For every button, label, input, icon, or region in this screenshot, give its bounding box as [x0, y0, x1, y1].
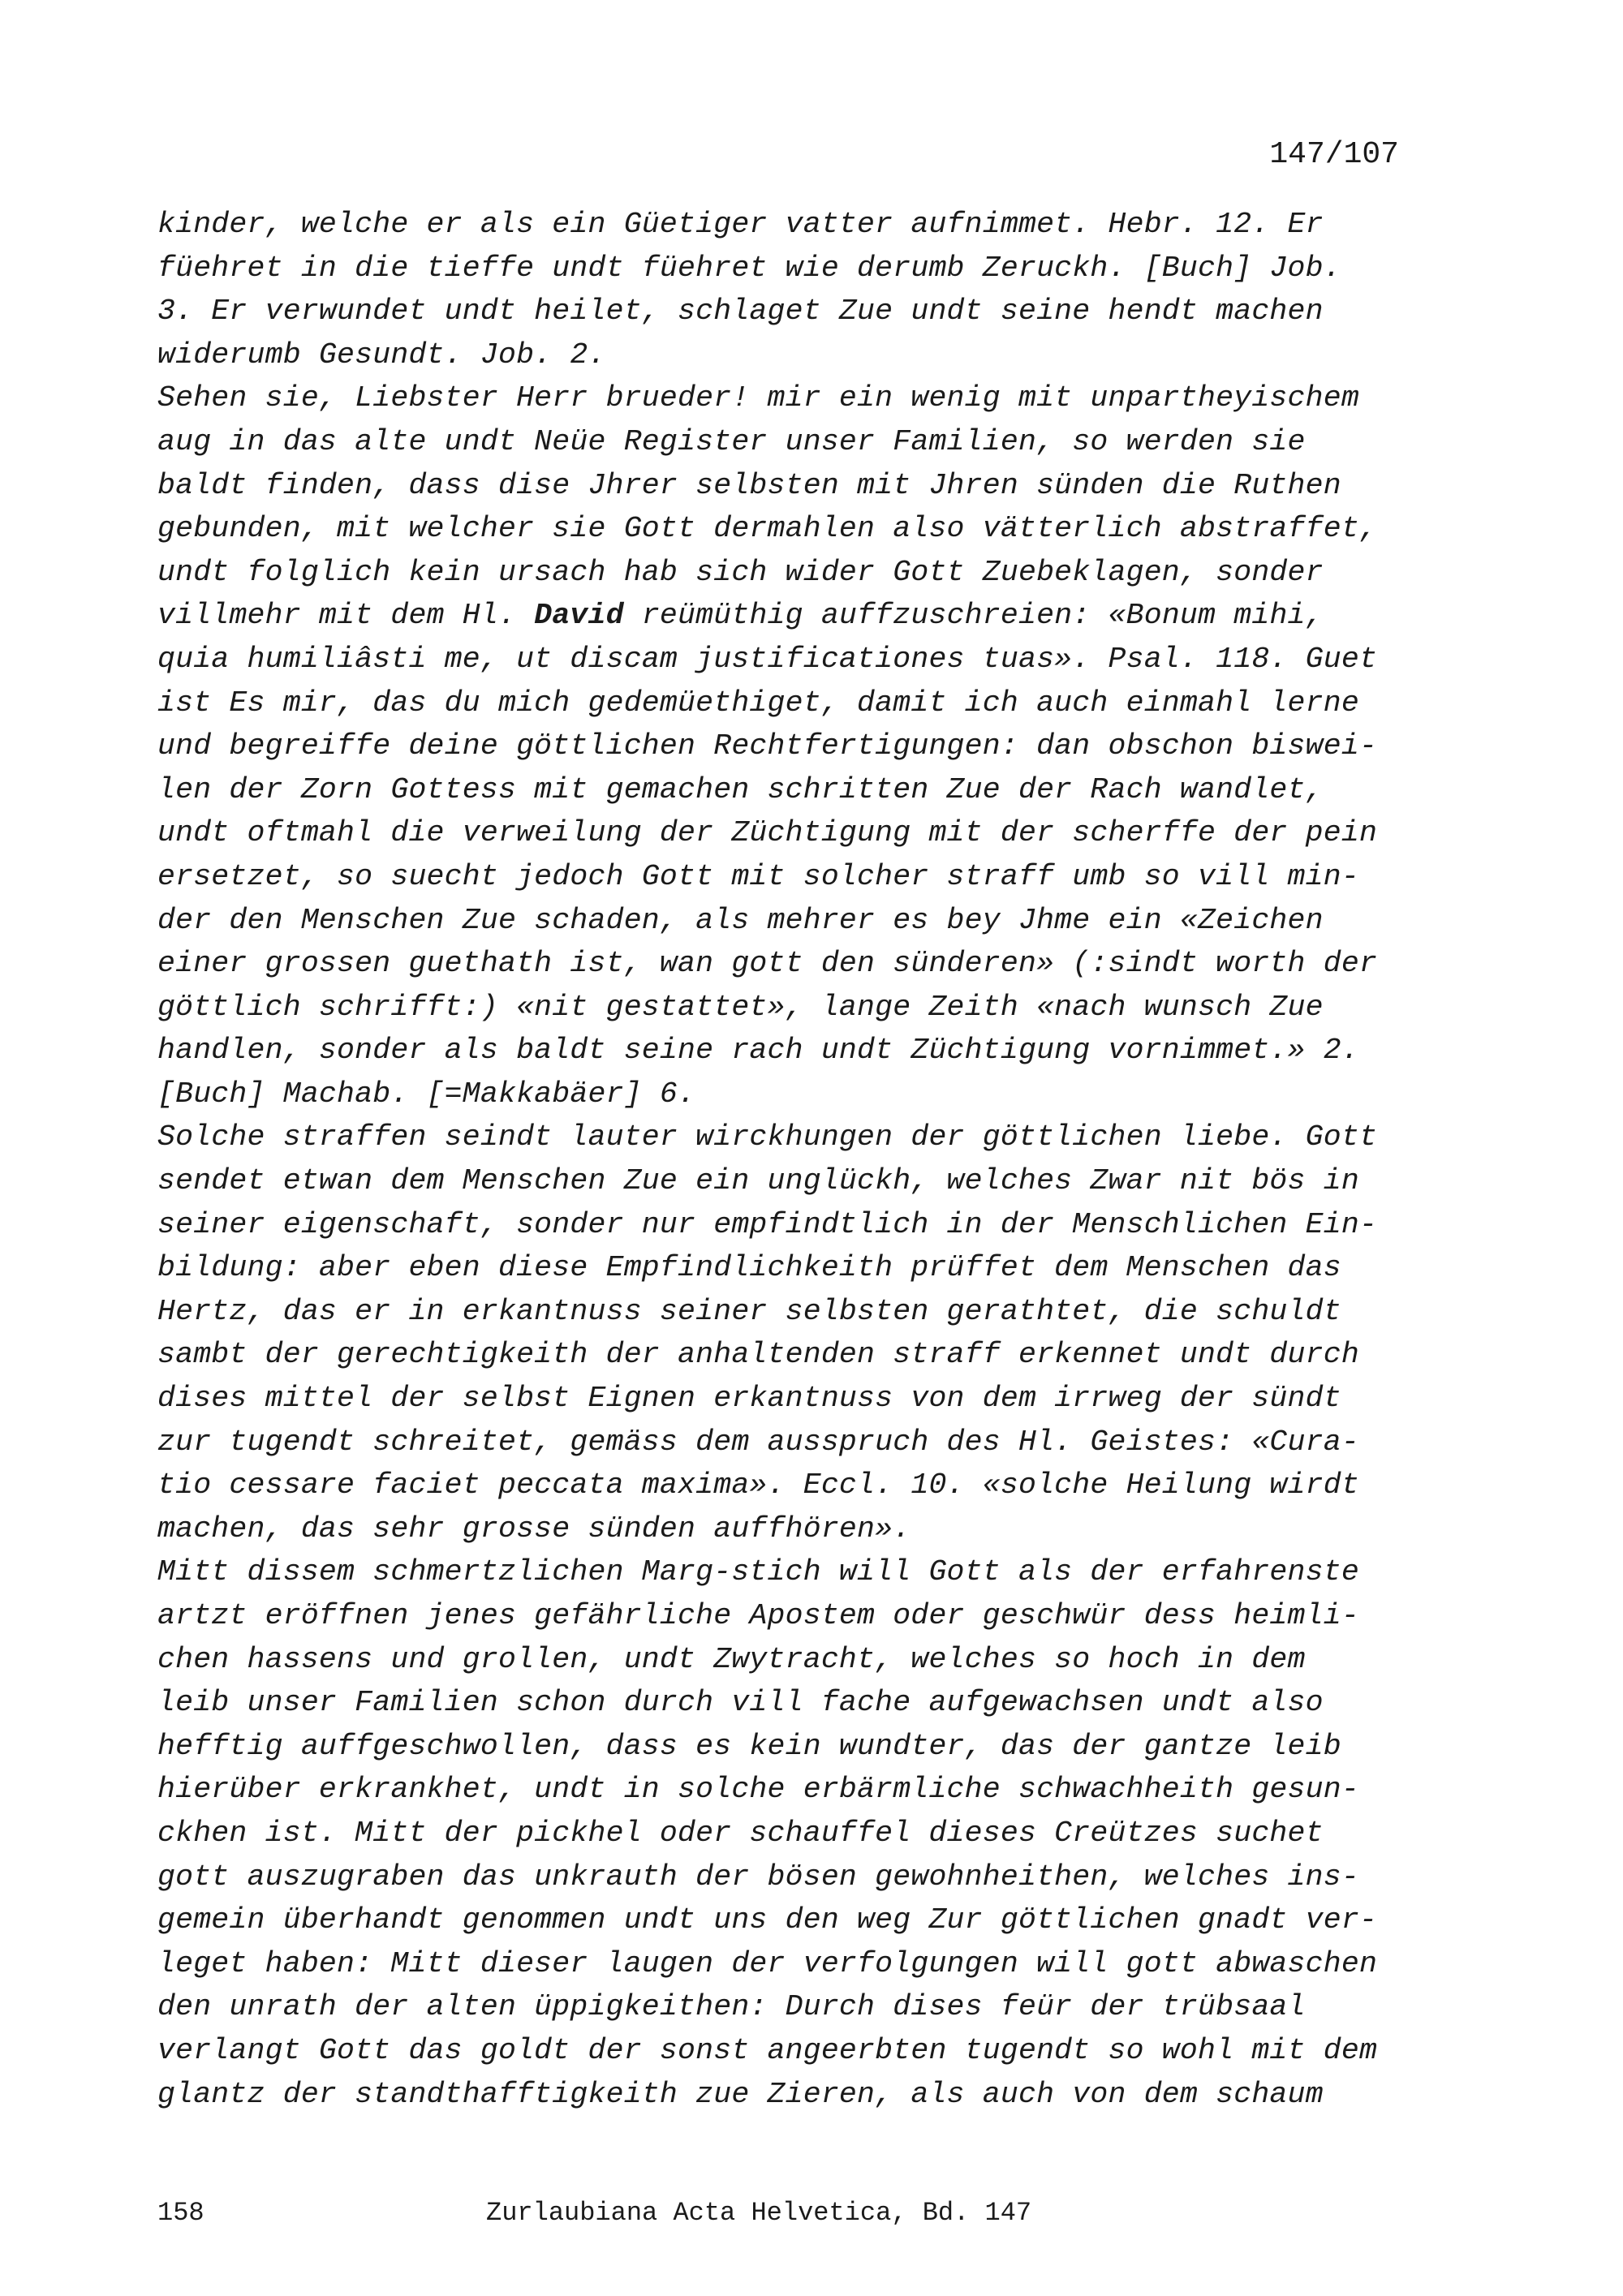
- text-line: den unrath der alten üppigkeithen: Durch dises feür der trübsaal: [157, 1990, 1306, 2024]
- text-line: chen hassens und grollen, undt Zwytracht, welches so hoch in dem: [157, 1642, 1306, 1676]
- text-line: ist Es mir, das du mich gedemüethiget, damit ich auch einmahl lerne: [157, 686, 1359, 720]
- text-line: gemein überhandt genommen undt uns den weg Zur göttlichen gnadt ver-: [157, 1903, 1378, 1937]
- text-line: ersetzet, so suecht jedoch Gott mit solcher straff umb so vill min-: [157, 859, 1359, 893]
- text-line: hefftig auffgeschwollen, dass es kein wundter, das der gantze leib: [157, 1729, 1341, 1763]
- text-line: ckhen ist. Mitt der pickhel oder schauffel dieses Creützes suchet: [157, 1816, 1324, 1850]
- text-line: bildung: aber eben diese Empfindlichkeith prüffet dem Menschen das: [157, 1251, 1341, 1285]
- text-line: tio cessare faciet peccata maxima». Eccl. 10. «solche Heilung wirdt: [157, 1468, 1359, 1503]
- text-segment: villmehr mit dem Hl.: [157, 599, 535, 633]
- text-line: einer grossen guethath ist, wan gott den sünderen» (:sindt worth der: [157, 947, 1378, 981]
- text-line: der den Menschen Zue schaden, als mehrer es bey Jhme ein «Zeichen: [157, 903, 1324, 937]
- text-line: Sehen sie, Liebster Herr brueder! mir ein wenig mit unpartheyischem: [157, 381, 1359, 415]
- text-line: kinder, welche er als ein Güetiger vatter aufnimmet. Hebr. 12. Er: [157, 208, 1324, 241]
- text-line: füehret in die tieffe undt füehret wie derumb Zeruckh. [Buch] Job.: [157, 251, 1341, 285]
- text-line: hierüber erkrankhet, undt in solche erbärmliche schwachheith gesun-: [157, 1773, 1359, 1807]
- text-line: [Buch] Machab. [=Makkabäer] 6.: [157, 1077, 696, 1111]
- text-line: undt oftmahl die verweilung der Züchtigung mit der scherffe der pein: [157, 816, 1378, 850]
- text-line: und begreiffe deine göttlichen Rechtfertigungen: dan obschon biswei-: [157, 729, 1378, 763]
- text-line: leget haben: Mitt dieser laugen der verfolgungen will gott abwaschen: [157, 1946, 1378, 1980]
- body-text: [157, 203, 1407, 2116]
- text-line: leib unser Familien schon durch vill fache aufgewachsen undt also: [157, 1686, 1324, 1720]
- text-line: verlangt Gott das goldt der sonst angeerbten tugendt so wohl mit dem: [157, 2033, 1378, 2067]
- text-line: aug in das alte undt Neüe Register unser Familien, so werden sie: [157, 424, 1306, 458]
- footer-publication-title: Zurlaubiana Acta Helvetica, Bd. 147: [486, 2198, 1032, 2228]
- text-line: dises mittel der selbst Eignen erkantnuss von dem irrweg der sündt: [157, 1382, 1341, 1416]
- page-number-top: 147/107: [1269, 137, 1399, 172]
- bold-name-david: David: [534, 599, 624, 633]
- text-line: handlen, sonder als baldt seine rach undt Züchtigung vornimmet.» 2.: [157, 1034, 1359, 1068]
- text-line: 3. Er verwundet undt heilet, schlaget Zue undt seine hendt machen: [157, 295, 1324, 329]
- text-line: len der Zorn Gottess mit gemachen schritten Zue der Rach wandlet,: [157, 772, 1324, 806]
- text-line: quia humiliâsti me, ut discam justificationes tuas». Psal. 118. Guet: [157, 642, 1378, 676]
- text-line: undt folglich kein ursach hab sich wider Gott Zuebeklagen, sonder: [157, 555, 1324, 589]
- text-line: sendet etwan dem Menschen Zue ein unglückh, welches Zwar nit bös in: [157, 1164, 1359, 1198]
- text-line: Hertz, das er in erkantnuss seiner selbsten gerathtet, die schuldt: [157, 1294, 1341, 1328]
- text-line: Mitt dissem schmertzlichen Marg-stich will Gott als der erfahrenste: [157, 1555, 1359, 1589]
- text-line-with-bold: [157, 594, 1407, 638]
- text-line: seiner eigenschaft, sonder nur empfindtlich in der Menschlichen Ein-: [157, 1207, 1378, 1241]
- text-line: baldt finden, dass dise Jhrer selbsten mit Jhren sünden die Ruthen: [157, 468, 1341, 502]
- text-line: göttlich schrifft:) «nit gestattet», lange Zeith «nach wunsch Zue: [157, 990, 1324, 1024]
- text-line: machen, das sehr grosse sünden auffhören».: [157, 1511, 911, 1546]
- text-line: gott auszugraben das unkrauth der bösen gewohnheithen, welches ins-: [157, 1860, 1359, 1894]
- text-line: widerumb Gesundt. Job. 2.: [157, 338, 606, 372]
- text-line: zur tugendt schreitet, gemäss dem ausspruch des Hl. Geistes: «Cura-: [157, 1425, 1359, 1459]
- text-line: Solche straffen seindt lauter wirckhungen der göttlichen liebe. Gott: [157, 1120, 1378, 1154]
- text-line: gebunden, mit welcher sie Gott dermahlen also vätterlich abstraffet,: [157, 512, 1378, 546]
- text-line: artzt eröffnen jenes gefährliche Apostem oder geschwür dess heimli-: [157, 1599, 1359, 1632]
- text-line: glantz der standthafftigkeith zue Zieren, als auch von dem schaum: [157, 2077, 1324, 2111]
- text-segment: reümüthig auffzuschreien: «Bonum mihi,: [623, 599, 1324, 633]
- text-line: sambt der gerechtigkeith der anhaltenden straff erkennet undt durch: [157, 1338, 1359, 1372]
- footer-page-number: 158: [157, 2198, 204, 2228]
